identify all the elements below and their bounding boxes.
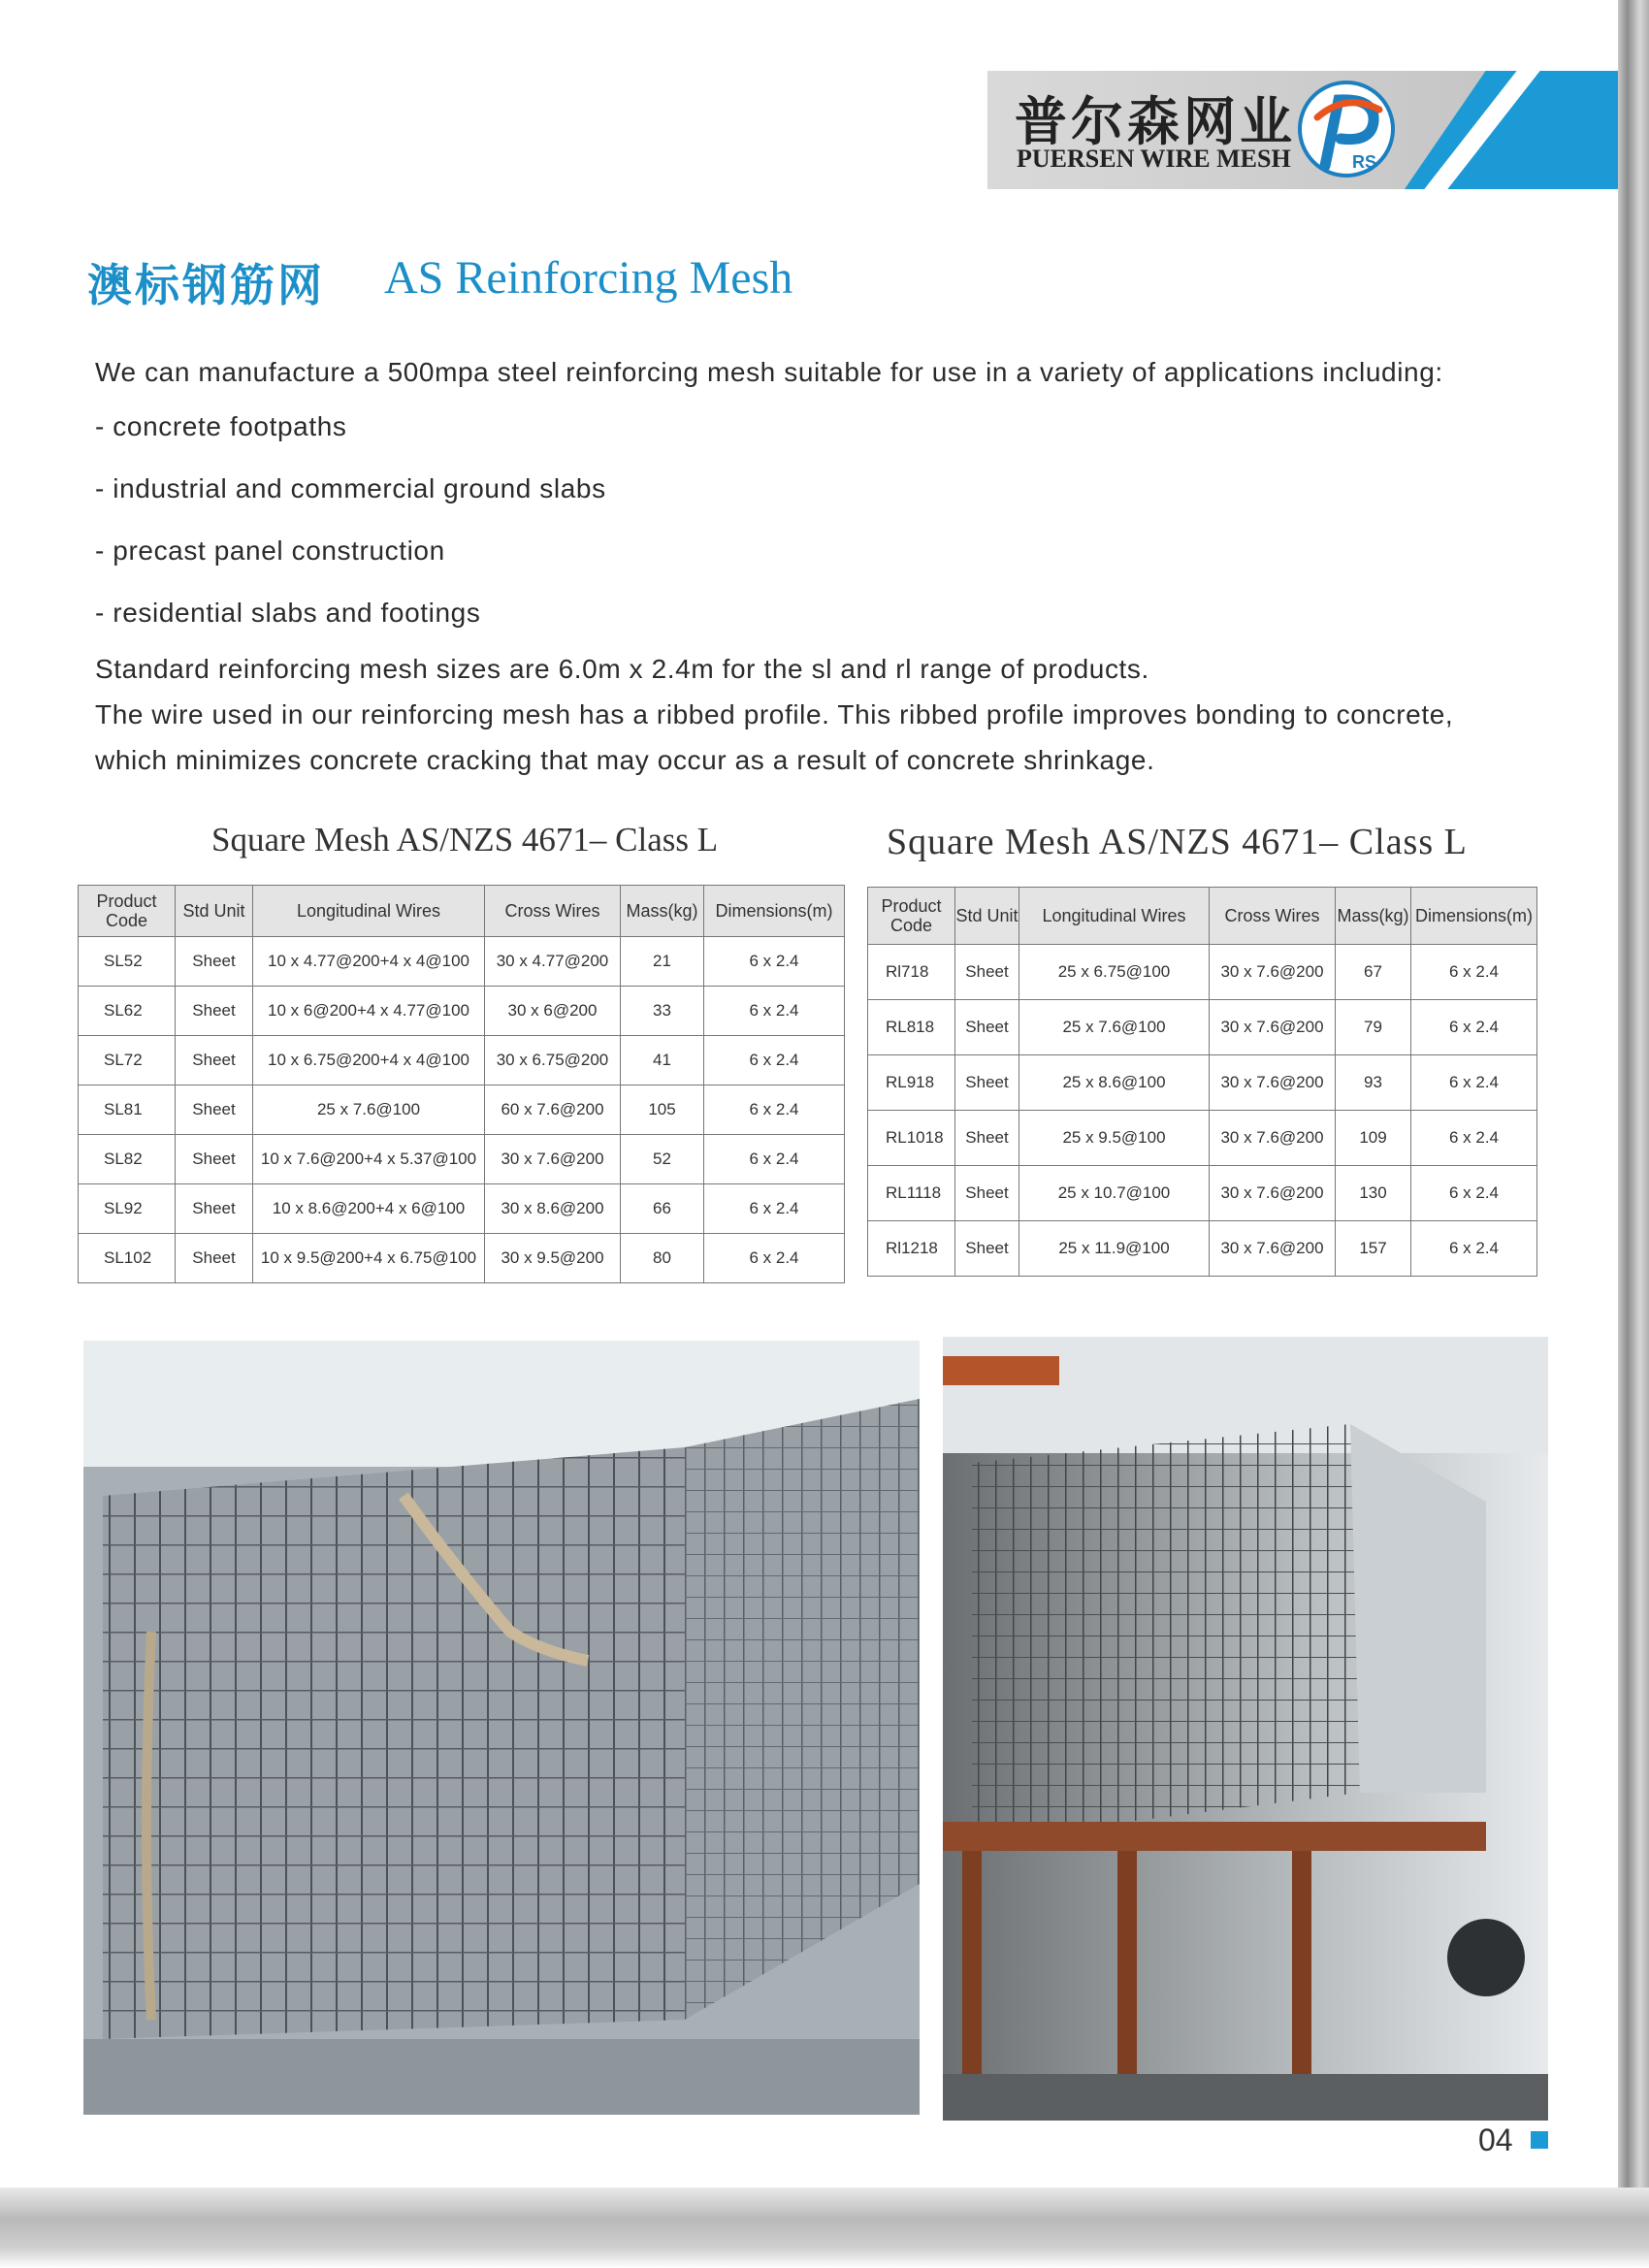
table-cell: 25 x 7.6@100 xyxy=(1019,1000,1210,1055)
table-cell: 6 x 2.4 xyxy=(704,987,845,1036)
table-cell: 79 xyxy=(1336,1000,1411,1055)
table-cell: 25 x 11.9@100 xyxy=(1019,1221,1210,1277)
table-cell: 30 x 6@200 xyxy=(485,987,621,1036)
column-header: Longitudinal Wires xyxy=(253,886,485,937)
table-cell: 10 x 7.6@200+4 x 5.37@100 xyxy=(253,1135,485,1184)
table-cell: RL818 xyxy=(868,1000,955,1055)
table-cell: RL1118 xyxy=(868,1166,955,1221)
scan-edge-bottom xyxy=(0,2187,1649,2268)
table-cell: 10 x 8.6@200+4 x 6@100 xyxy=(253,1184,485,1234)
table-cell: Sheet xyxy=(176,987,253,1036)
ribbed-profile-text: which minimizes concrete cracking that may occur as a result of concrete shrinkage. xyxy=(95,745,1155,775)
table-cell: 6 x 2.4 xyxy=(704,1234,845,1283)
table-cell: 30 x 4.77@200 xyxy=(485,937,621,987)
table-cell: SL81 xyxy=(79,1085,176,1135)
table-cell: Sheet xyxy=(176,937,253,987)
table-cell: 66 xyxy=(621,1184,704,1234)
table-cell: 25 x 10.7@100 xyxy=(1019,1166,1210,1221)
table-body xyxy=(868,945,1537,1277)
logo-text: RS xyxy=(1352,152,1377,172)
intro-lead: We can manufacture a 500mpa steel reinforcing mesh suitable for use in a variety of applications including: xyxy=(95,357,1443,387)
column-header: Cross Wires xyxy=(1210,888,1336,945)
table-cell: 30 x 8.6@200 xyxy=(485,1184,621,1234)
table-cell: Sheet xyxy=(176,1036,253,1085)
table-cell: 30 x 7.6@200 xyxy=(1210,1055,1336,1111)
table-cell: 6 x 2.4 xyxy=(704,937,845,987)
table-cell: 30 x 7.6@200 xyxy=(1210,1166,1336,1221)
standard-sizes-text: Standard reinforcing mesh sizes are 6.0m x 2.4m for the sl and rl range of products. xyxy=(95,654,1149,684)
table-cell: 67 xyxy=(1336,945,1411,1000)
table-cell: 10 x 4.77@200+4 x 4@100 xyxy=(253,937,485,987)
application-item: - precast panel construction xyxy=(95,535,445,566)
column-header: Dimensions(m) xyxy=(1411,888,1537,945)
table-cell: 33 xyxy=(621,987,704,1036)
photo-truck-loading xyxy=(943,1337,1548,2121)
table-cell: RL918 xyxy=(868,1055,955,1111)
table-row xyxy=(868,1000,1537,1055)
table-cell: 30 x 9.5@200 xyxy=(485,1234,621,1283)
table-cell: 30 x 7.6@200 xyxy=(1210,945,1336,1000)
scan-edge-right xyxy=(1618,0,1649,2268)
table-cell: Sheet xyxy=(955,1166,1019,1221)
table-right-title: Square Mesh AS/NZS 4671– Class L xyxy=(887,822,1468,862)
table-cell: 6 x 2.4 xyxy=(1411,1166,1537,1221)
table-row xyxy=(79,937,845,987)
spec-table-rl xyxy=(867,887,1537,1277)
company-logo-icon xyxy=(1296,79,1397,179)
table-cell: 6 x 2.4 xyxy=(704,1135,845,1184)
table-cell: 30 x 7.6@200 xyxy=(1210,1111,1336,1166)
table-header-row xyxy=(79,886,845,937)
brand-name-cn: 普尔森网业 xyxy=(1015,90,1296,152)
table-cell: 60 x 7.6@200 xyxy=(485,1085,621,1135)
table-cell: 93 xyxy=(1336,1055,1411,1111)
table-cell: 130 xyxy=(1336,1166,1411,1221)
table-cell: 25 x 6.75@100 xyxy=(1019,945,1210,1000)
table-cell: 10 x 6.75@200+4 x 4@100 xyxy=(253,1036,485,1085)
table-cell: 52 xyxy=(621,1135,704,1184)
table-cell: SL92 xyxy=(79,1184,176,1234)
table-cell: Rl718 xyxy=(868,945,955,1000)
header-banner xyxy=(987,71,1618,189)
table-cell: SL62 xyxy=(79,987,176,1036)
table-cell: SL82 xyxy=(79,1135,176,1184)
column-header: Product Code xyxy=(79,886,176,937)
table-cell: 30 x 7.6@200 xyxy=(1210,1221,1336,1277)
table-row xyxy=(868,1111,1537,1166)
table-cell: 6 x 2.4 xyxy=(1411,945,1537,1000)
table-cell: Sheet xyxy=(955,1055,1019,1111)
table-cell: RL1018 xyxy=(868,1111,955,1166)
application-item: - residential slabs and footings xyxy=(95,598,481,628)
table-row xyxy=(868,1166,1537,1221)
table-cell: Rl1218 xyxy=(868,1221,955,1277)
photo-mesh-stack xyxy=(83,1341,920,2115)
table-cell: 25 x 7.6@100 xyxy=(253,1085,485,1135)
table-cell: 25 x 9.5@100 xyxy=(1019,1111,1210,1166)
table-cell: 6 x 2.4 xyxy=(704,1085,845,1135)
table-cell: 10 x 9.5@200+4 x 6.75@100 xyxy=(253,1234,485,1283)
table-row xyxy=(79,987,845,1036)
table-cell: 6 x 2.4 xyxy=(704,1184,845,1234)
table-row xyxy=(868,945,1537,1000)
column-header: Cross Wires xyxy=(485,886,621,937)
column-header: Mass(kg) xyxy=(621,886,704,937)
table-row xyxy=(79,1135,845,1184)
table-cell: SL102 xyxy=(79,1234,176,1283)
column-header: Mass(kg) xyxy=(1336,888,1411,945)
page-number-marker xyxy=(1531,2131,1548,2149)
table-cell: Sheet xyxy=(955,1221,1019,1277)
application-item: - industrial and commercial ground slabs xyxy=(95,473,606,503)
table-cell: 105 xyxy=(621,1085,704,1135)
column-header: Longitudinal Wires xyxy=(1019,888,1210,945)
ribbed-profile-text: The wire used in our reinforcing mesh has a ribbed profile. This ribbed profile improves bonding to concrete, xyxy=(95,699,1454,729)
column-header: Product Code xyxy=(868,888,955,945)
table-cell: 6 x 2.4 xyxy=(1411,1055,1537,1111)
table-row xyxy=(79,1184,845,1234)
table-left-title: Square Mesh AS/NZS 4671– Class L xyxy=(211,821,719,859)
application-item: - concrete footpaths xyxy=(95,411,347,441)
table-cell: 6 x 2.4 xyxy=(704,1036,845,1085)
table-cell: Sheet xyxy=(955,1111,1019,1166)
table-cell: SL52 xyxy=(79,937,176,987)
table-cell: 30 x 6.75@200 xyxy=(485,1036,621,1085)
page-title-en: AS Reinforcing Mesh xyxy=(384,252,793,304)
table-cell: 25 x 8.6@100 xyxy=(1019,1055,1210,1111)
table-cell: 30 x 7.6@200 xyxy=(485,1135,621,1184)
table-cell: 80 xyxy=(621,1234,704,1283)
page-title-cn: 澳标钢筋网 xyxy=(87,259,325,311)
table-cell: Sheet xyxy=(955,945,1019,1000)
brand-name-en: PUERSEN WIRE MESH xyxy=(1017,145,1291,173)
table-row xyxy=(868,1221,1537,1277)
table-row xyxy=(79,1234,845,1283)
table-cell: 109 xyxy=(1336,1111,1411,1166)
table-cell: 30 x 7.6@200 xyxy=(1210,1000,1336,1055)
table-cell: Sheet xyxy=(176,1184,253,1234)
table-body xyxy=(79,937,845,1283)
table-cell: 10 x 6@200+4 x 4.77@100 xyxy=(253,987,485,1036)
table-row xyxy=(868,1055,1537,1111)
table-cell: 6 x 2.4 xyxy=(1411,1000,1537,1055)
table-header-row xyxy=(868,888,1537,945)
table-cell: Sheet xyxy=(176,1135,253,1184)
column-header: Dimensions(m) xyxy=(704,886,845,937)
table-row xyxy=(79,1036,845,1085)
table-cell: Sheet xyxy=(955,1000,1019,1055)
table-cell: 6 x 2.4 xyxy=(1411,1111,1537,1166)
table-cell: Sheet xyxy=(176,1234,253,1283)
table-cell: 41 xyxy=(621,1036,704,1085)
column-header: Std Unit xyxy=(955,888,1019,945)
table-row xyxy=(79,1085,845,1135)
page-number: 04 xyxy=(1478,2122,1513,2157)
table-cell: SL72 xyxy=(79,1036,176,1085)
table-cell: 6 x 2.4 xyxy=(1411,1221,1537,1277)
table-cell: 21 xyxy=(621,937,704,987)
table-cell: Sheet xyxy=(176,1085,253,1135)
column-header: Std Unit xyxy=(176,886,253,937)
spec-table-sl xyxy=(78,885,845,1283)
table-cell: 157 xyxy=(1336,1221,1411,1277)
